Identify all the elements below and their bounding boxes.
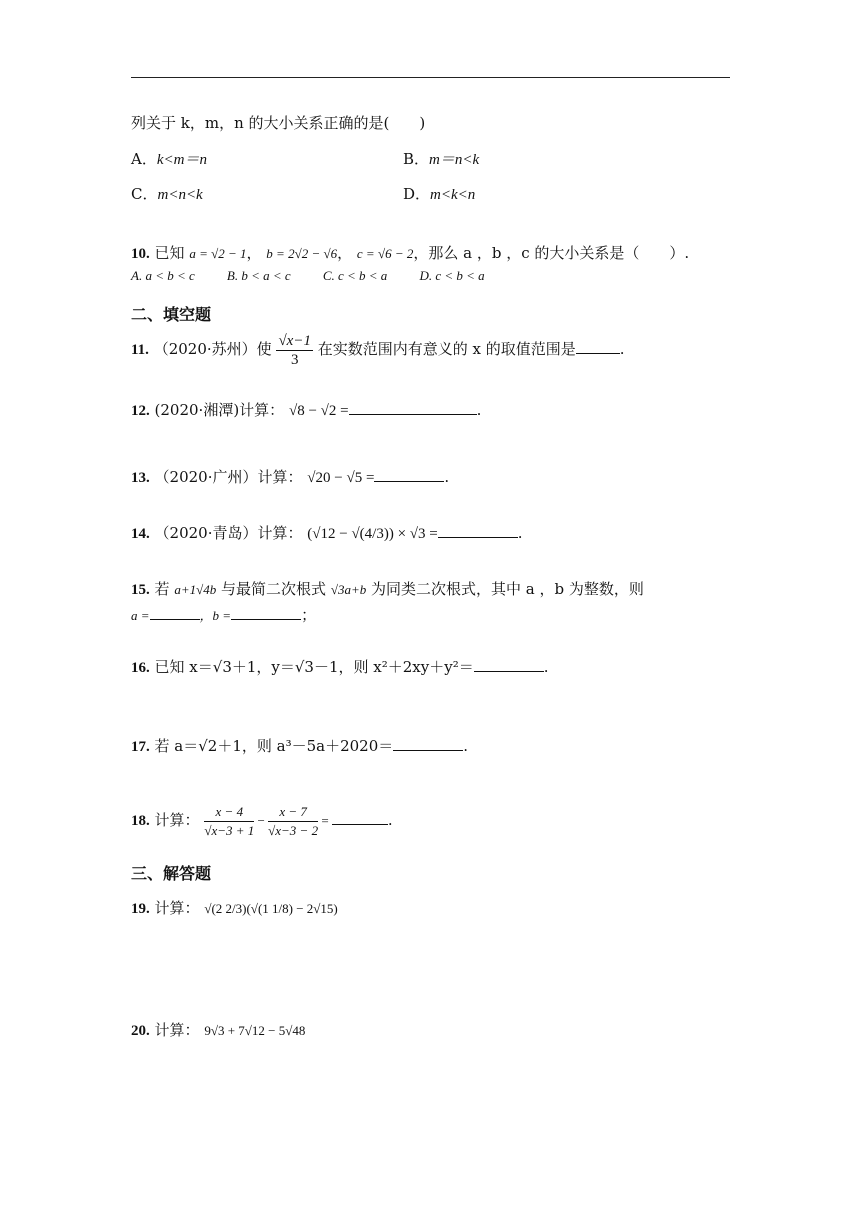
q10-b-expression: b = 2√2 − √6: [266, 246, 338, 261]
q10-stem: 10. 已知 a = √2 − 1， b = 2√2 − √6， c = √6 − 2，那么 a ，b ，c 的大小关系是（ ）.: [131, 244, 690, 262]
q9-option-a: A．k<m＝n: [131, 150, 207, 168]
q13-expression: √20 − √5 =: [307, 470, 375, 486]
q11: 11. （2020·苏州）使 $\frac{√x-1}{3}$ 在实数范围内有意义的 x 的取值范围是 .: [131, 332, 625, 368]
q11-fraction: $\frac{√x-1}{3}$: [278, 332, 311, 368]
q14-expression: (√12 − √(4/3)) × √3 =: [307, 526, 438, 542]
q9-stem: [131, 113, 425, 133]
q9-stem-text: 列关于 k，m，n 的大小关系正确的是( ): [131, 114, 426, 132]
q9-option-d: D．m<k<n: [403, 185, 476, 203]
q15-root-expression-2: √3a+b: [330, 582, 367, 597]
q17-answer-blank[interactable]: [393, 735, 463, 751]
q17-text: 若 a＝√2＋1，则 a³－5a＋2020＝: [154, 737, 394, 755]
q14: 14. （2020·青岛）计算： (√12 − √(4/3)) × √3 = .: [131, 524, 523, 542]
q10-a-expression: a = √2 − 1: [189, 246, 247, 261]
q12-answer-blank[interactable]: [349, 399, 477, 415]
q9-option-b: B．m＝n<k: [403, 150, 480, 168]
q19-expression: √(2 2/3)(√(1 1/8) − 2√15): [204, 901, 338, 916]
q9-option-c: C．m<n<k: [131, 185, 203, 203]
q20: 20. 计算： 9√3 + 7√12 − 5√48: [131, 1021, 306, 1039]
q16-answer-blank[interactable]: [474, 656, 544, 672]
q10-option-c: C. c < b < a: [322, 268, 388, 283]
q10-option-b: B. b < a < c: [226, 268, 291, 283]
q10-option-a: A. a < b < c: [131, 268, 195, 283]
q15-line2: a = ，b = ；: [131, 606, 317, 624]
q13: 13. （2020·广州）计算： √20 − √5 = .: [131, 468, 450, 486]
q18-fraction-1: $\frac{x - 4}{√x-3 + 1}$: [204, 803, 255, 838]
q14-answer-blank[interactable]: [438, 522, 518, 538]
q13-answer-blank[interactable]: [374, 466, 444, 482]
section-fill-in-heading: 二、填空题: [131, 305, 212, 324]
q10-c-expression: c = √6 − 2: [356, 246, 414, 261]
q18-answer-blank[interactable]: [332, 809, 388, 825]
q10-options: [131, 266, 485, 287]
q20-expression: 9√3 + 7√12 − 5√48: [204, 1023, 306, 1038]
header-rule: [131, 77, 730, 78]
q10-option-d: D. c < b < a: [419, 268, 485, 283]
q15-root-expression-1: a+1√4b: [174, 582, 217, 597]
q18: 18. 计算： $\frac{x - 4}{√x-3 + 1}$ − $\frac{x - 7}{√x-3 - 2}$ = .: [131, 803, 393, 838]
q16: 16. 已知 x＝√3＋1，y＝√3－1，则 x²＋2xy＋y²＝ .: [131, 658, 549, 676]
section-solution-heading: 三、解答题: [131, 864, 212, 883]
q12: 12. (2020·湘潭)计算： √8 − √2 = .: [131, 401, 482, 419]
q18-fraction-2: $\frac{x - 7}{√x-3 - 2}$: [268, 803, 319, 838]
q15-line1: 15. 若 a+1√4b 与最简二次根式 √3a+b 为同类二次根式，其中 a ，b 为整数，则: [131, 580, 644, 598]
q17: 17. 若 a＝√2＋1，则 a³－5a＋2020＝ .: [131, 737, 469, 755]
q11-answer-blank[interactable]: [576, 338, 620, 354]
q15-a-answer-blank[interactable]: [150, 604, 200, 620]
q15-b-answer-blank[interactable]: [231, 604, 301, 620]
q19: 19. 计算： √(2 2/3)(√(1 1/8) − 2√15): [131, 899, 338, 917]
q16-text: 已知 x＝√3＋1，y＝√3－1，则 x²＋2xy＋y²＝: [154, 658, 474, 676]
q12-expression: √8 − √2 =: [288, 403, 349, 419]
